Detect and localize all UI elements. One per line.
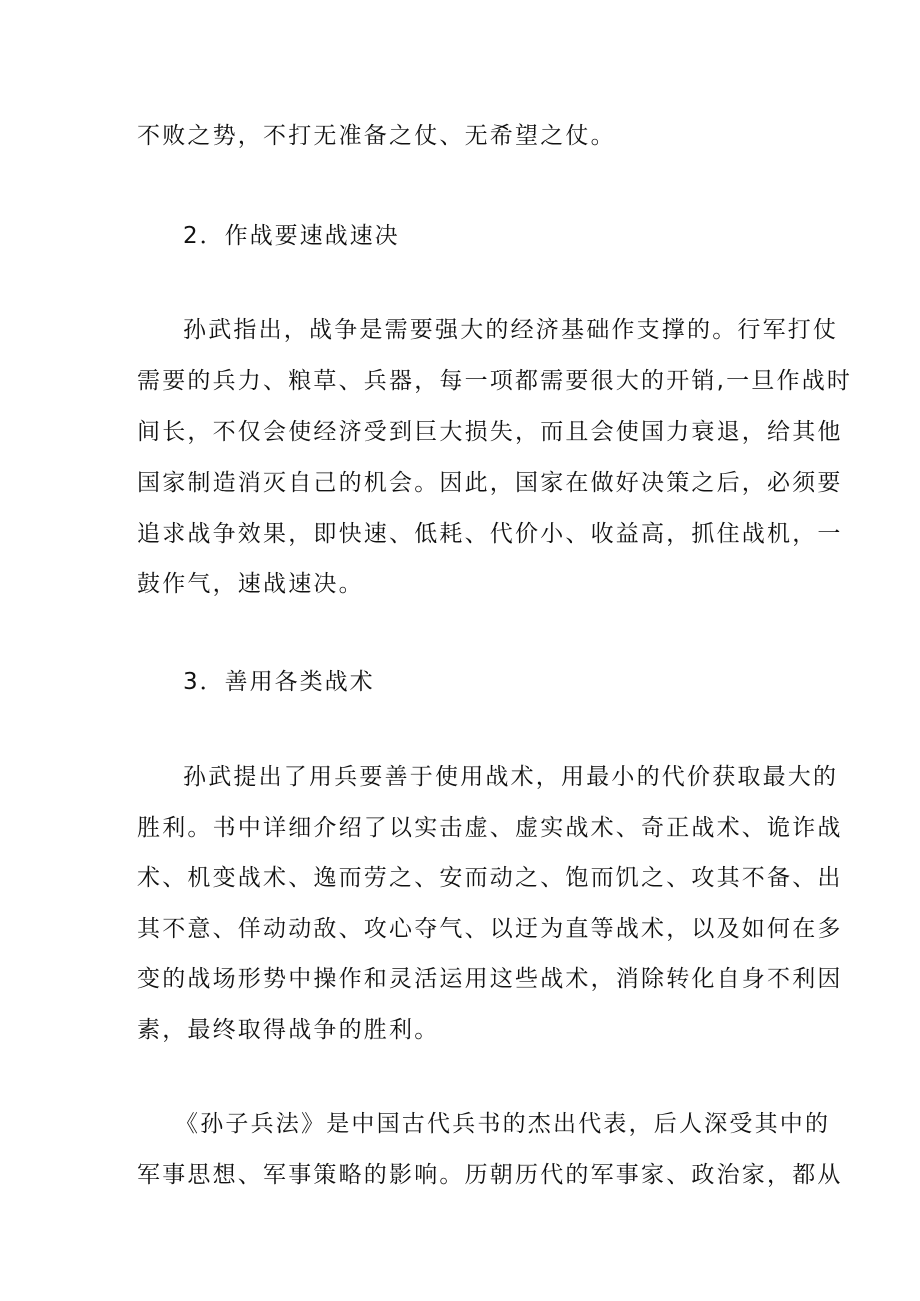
section-heading-2: 2．作战要速战速决: [183, 223, 400, 249]
paragraph-line: 《孙子兵法》是中国古代兵书的杰出代表，后人深受其中的: [175, 1111, 831, 1137]
paragraph-line: 孙武指出，战争是需要强大的经济基础作支撑的。行军打仗: [183, 317, 839, 343]
paragraph-line: 素，最终取得战争的胜利。: [137, 1017, 440, 1043]
paragraph-line: 鼓作气，速战速决。: [137, 571, 364, 597]
section-heading-3: 3．善用各类战术: [183, 669, 375, 695]
paragraph-line: 孙武提出了用兵要善于使用战术，用最小的代价获取最大的: [183, 764, 839, 790]
paragraph-line: 国家制造消灭自己的机会。因此，国家在做好决策之后，必须要: [137, 470, 843, 496]
paragraph-line: 其不意、佯动动敌、攻心夺气、以迂为直等战术，以及如何在多: [137, 916, 843, 942]
paragraph-line: 变的战场形势中操作和灵活运用这些战术，消除转化自身不利因: [137, 966, 843, 992]
paragraph-line: 间长，不仅会使经济受到巨大损失，而且会使国力衰退，给其他: [137, 419, 843, 445]
paragraph-line: 军事思想、军事策略的影响。历朝历代的军事家、政治家，都从: [137, 1162, 843, 1188]
paragraph-line: 胜利。书中详细介绍了以实击虚、虚实战术、奇正战术、诡诈战: [137, 815, 843, 841]
paragraph-line: 需要的兵力、粮草、兵器，每一项都需要很大的开销,一旦作战时: [137, 368, 853, 394]
paragraph-line: 术、机变战术、逸而劳之、安而动之、饱而饥之、攻其不备、出: [137, 865, 843, 891]
paragraph-line: 追求战争效果，即快速、低耗、代价小、收益高，抓住战机，一: [137, 521, 843, 547]
paragraph-line: 不败之势，不打无准备之仗、无希望之仗。: [137, 123, 616, 149]
